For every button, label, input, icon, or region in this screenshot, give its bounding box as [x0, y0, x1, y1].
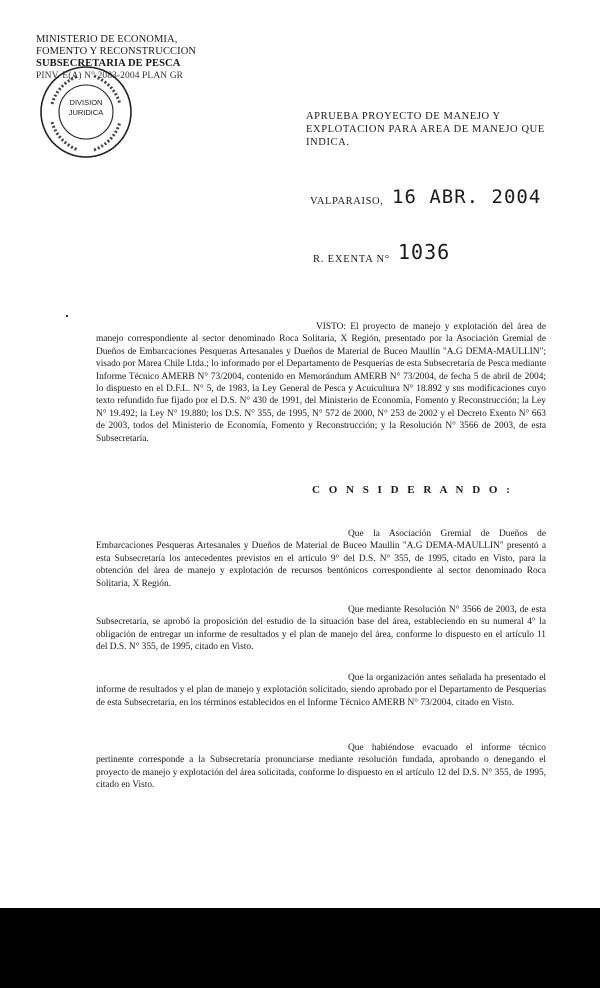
resolution-number: 1036: [398, 240, 451, 264]
considerando-paragraph-1: [96, 528, 546, 590]
considerando-paragraph-3: [96, 672, 546, 709]
considerando-text-2: Que mediante Resolución N° 3566 de 2003, de esta Subsecretaría, se aprobó la proposición del estudio de la situación base del área, estableciendo en su numeral 4° la obligación de entregar un informe de resultados y el plan de manejo del área, conforme lo dispuesto en el artículo 11 del D.S. N° 355, de 1995, citado en Visto.: [96, 605, 546, 653]
considerando-heading: C O N S I D E R A N D O :: [312, 484, 513, 496]
stamp-text-juridica: JURIDICA: [68, 108, 104, 117]
visto-text: VISTO: El proyecto de manejo y explotación del área de manejo correspondiente al sector denominado Roca Solitaria, X Región, presentado por la Asociación Gremial de Dueños de Embarcaciones Pesqueras Artesanales y Dueños de Material de Buceo Maullín "A.G DEMA-MAULLIN"; visado por Marea Chile Ltda.; lo informado por el Departamento de Pesquerías de esta Subsecretaría de Pesca mediante Informe Técnico AMERB N° 73/2004, contenido en Memorándum AMERB N° 73/2004, de fecha 5 de abril de 2004; lo dispuesto en el D.F.L. N° 5, de 1983, la Ley General de Pesca y Acuicultura N° 18.892 y sus modificaciones cuyo texto refundido fue fijado por el D.S. N° 430 de 1991, del Ministerio de Economía, Fomento y Reconstrucción; la Ley N° 19.492; la Ley N° 19.880; los D.S. N° 355, de 1995, N° 572 de 2000, N° 253 de 2002 y el Decreto Exento N° 663 de 2003, todos del Ministerio de Economía, Fomento y Reconstrucción; y la Resolución N° 3566 de 2003, de esta Subsecretaría.: [96, 322, 546, 444]
considerando-text-4: Que habiéndose evacuado el informe técnico pertinente corresponde a la Subsecretaría pronunciarse mediante resolución fundada, aprobando o denegando el proyecto de manejo y explotación del área solicitada, conforme lo dispuesto en el artículo 12 del D.S. N° 355, de 1995, citado en Visto.: [96, 743, 546, 791]
ministry-line-1: MINISTERIO DE ECONOMIA,: [36, 34, 178, 45]
margin-mark: [66, 315, 68, 317]
reference-line: PINV. E(A) N° 2083-2004 PLAN GR: [36, 71, 184, 81]
considerando-text-1: Que la Asociación Gremial de Dueños de Embarcaciones Pesqueras Artesanales y Dueños de Material de Buceo Maullín "A.G DEMA-MAULLIN" presentó a esta Subsecretaría los antecedentes previstos en el artículo 9° del D.S. N° 355, de 1995, citado en Visto, para la obtención del área de manejo y explotación de recursos bentónicos correspondiente al sector denominado Roca Solitaria, X Región.: [96, 529, 546, 589]
ministry-line-2: FOMENTO Y RECONSTRUCCION: [36, 46, 197, 57]
place-label: VALPARAISO,: [310, 196, 384, 207]
stamp-text-division: DIVISION: [69, 98, 103, 107]
resolution-date: 16 ABR. 2004: [392, 186, 542, 208]
visto-paragraph: [96, 321, 546, 445]
considerando-text-3: Que la organización antes señalada ha presentado el informe de resultados y el plan de manejo y explotación solicitado, siendo aprobado por el Departamento de Pesquerías de esta Subsecretaría, en los términos establecidos en el Informe Técnico AMERB N° 73/2004, citado en Visto.: [96, 673, 546, 708]
considerando-paragraph-4: [96, 742, 546, 792]
considerando-paragraph-2: [96, 604, 546, 654]
division-juridica-stamp: [38, 64, 134, 160]
subsecretaria-line: SUBSECRETARIA DE PESCA: [36, 58, 181, 69]
scan-border: [0, 908, 600, 988]
resolution-subject: APRUEBA PROYECTO DE MANEJO Y EXPLOTACION PARA AREA DE MANEJO QUE INDICA.: [306, 111, 545, 148]
resolution-label: R. EXENTA N°: [313, 254, 390, 265]
